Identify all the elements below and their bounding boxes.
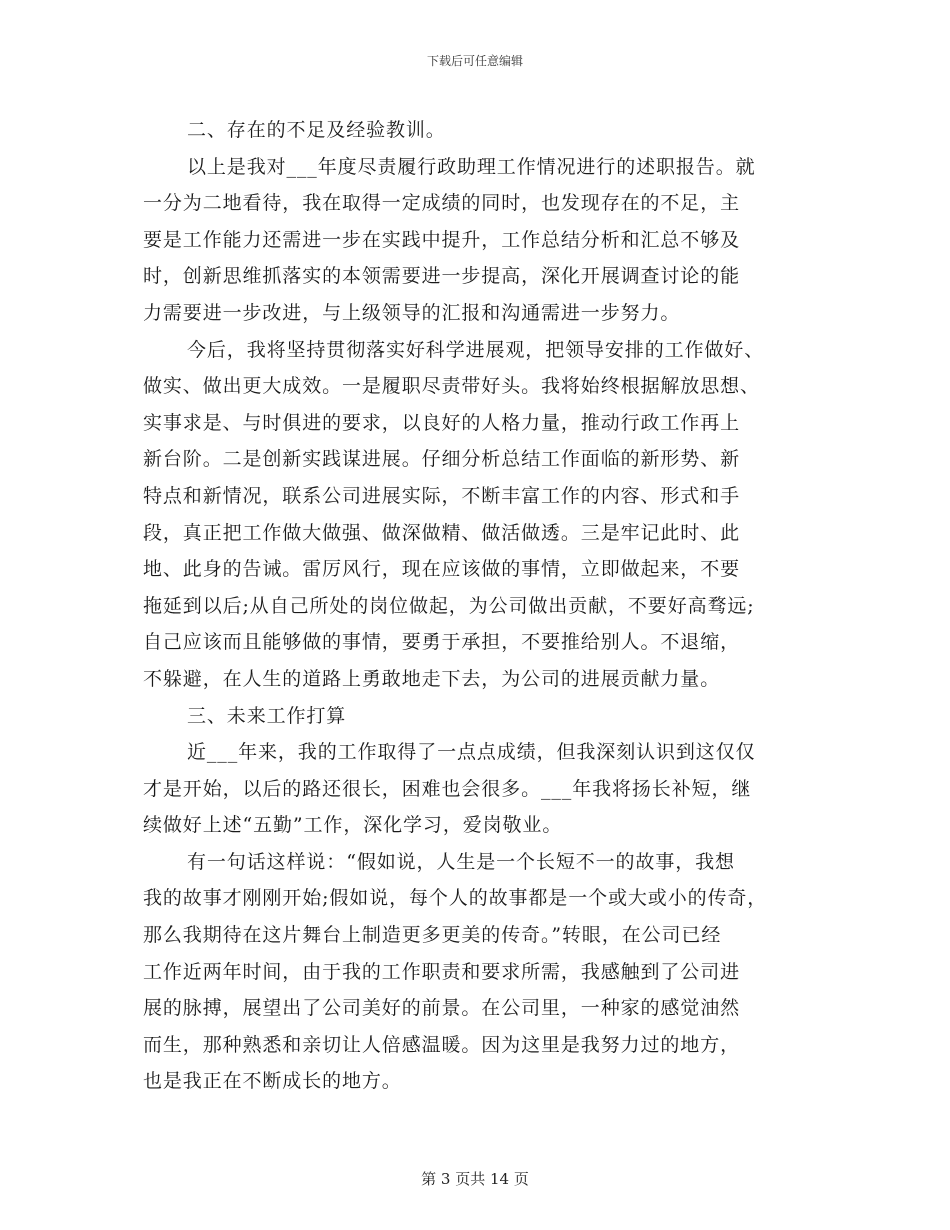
text-line: 实事求是、与时俱进的要求，以良好的人格力量，推动行政工作再上: [143, 411, 741, 434]
text-line: 有一句话这样说：“假如说，人生是一个长短不一的故事，我想: [187, 850, 735, 873]
document-body: [143, 112, 807, 1100]
text-line: 续做好上述“五勤”工作，深化学习，爱岗敬业。: [143, 814, 563, 837]
text-line: 工作近两年时间，由于我的工作职责和要求所需，我感触到了公司进: [143, 960, 741, 983]
text-line: 拖延到以后;从自己所处的岗位做起，为公司做出贡献，不要好高骛远;: [143, 594, 755, 617]
text-line: 三、未来工作打算: [187, 704, 347, 727]
text-line: 新台阶。二是创新实践谋进展。仔细分析总结工作面临的新形势、新: [143, 448, 741, 471]
text-line: 不躲避，在人生的道路上勇敢地走下去，为公司的进展贡献力量。: [143, 667, 721, 690]
text-line: 展的脉搏，展望出了公司美好的前景。在公司里，一种家的感觉油然: [143, 997, 741, 1020]
text-line: 近___年来，我的工作取得了一点点成绩，但我深刻认识到这仅仅: [187, 741, 756, 764]
text-line: 也是我正在不断成长的地方。: [143, 1070, 402, 1093]
text-line: 才是开始，以后的路还很长，困难也会很多。___年我将扬长补短，继: [143, 777, 752, 800]
text-line: 时，创新思维抓落实的本领需要进一步提高，深化开展调查讨论的能: [143, 265, 741, 288]
page-header: 下载后可任意编辑: [426, 54, 523, 68]
text-line: 今后，我将坚持贯彻落实好科学进展观，把领导安排的工作做好、: [187, 338, 765, 361]
page-number: 第 3 页共 14 页: [421, 1170, 529, 1188]
text-line: 一分为二地看待，我在取得一定成绩的同时，也发现存在的不足，主: [143, 192, 741, 215]
text-line: 我的故事才刚刚开始;假如说，每个人的故事都是一个或大或小的传奇，: [143, 887, 768, 910]
text-line: 那么我期待在这片舞台上制造更多更美的传奇。”转眼，在公司已经: [143, 924, 722, 947]
text-line: 以上是我对___年度尽责履行政助理工作情况进行的述职报告。就: [187, 155, 756, 178]
text-line: 二、存在的不足及经验教训。: [187, 119, 446, 141]
text-line: 段，真正把工作做大做强、做深做精、做活做透。三是牢记此时、此: [143, 521, 741, 544]
text-line: 特点和新情况，联系公司进展实际，不断丰富工作的内容、形式和手: [143, 484, 741, 507]
text-line: 要是工作能力还需进一步在实践中提升，工作总结分析和汇总不够及: [143, 228, 741, 251]
text-line: 自己应该而且能够做的事情，要勇于承担，不要推给别人。不退缩，: [143, 631, 741, 654]
text-line: 地、此身的告诫。雷厉风行，现在应该做的事情，立即做起来，不要: [143, 558, 741, 581]
text-line: 做实、做出更大成效。一是履职尽责带好头。我将始终根据解放思想、: [143, 375, 760, 398]
text-line: 力需要进一步改进，与上级领导的汇报和沟通需进一步努力。: [143, 301, 681, 324]
text-line: 而生，那种熟悉和亲切让人倍感温暖。因为这里是我努力过的地方，: [143, 1033, 741, 1056]
